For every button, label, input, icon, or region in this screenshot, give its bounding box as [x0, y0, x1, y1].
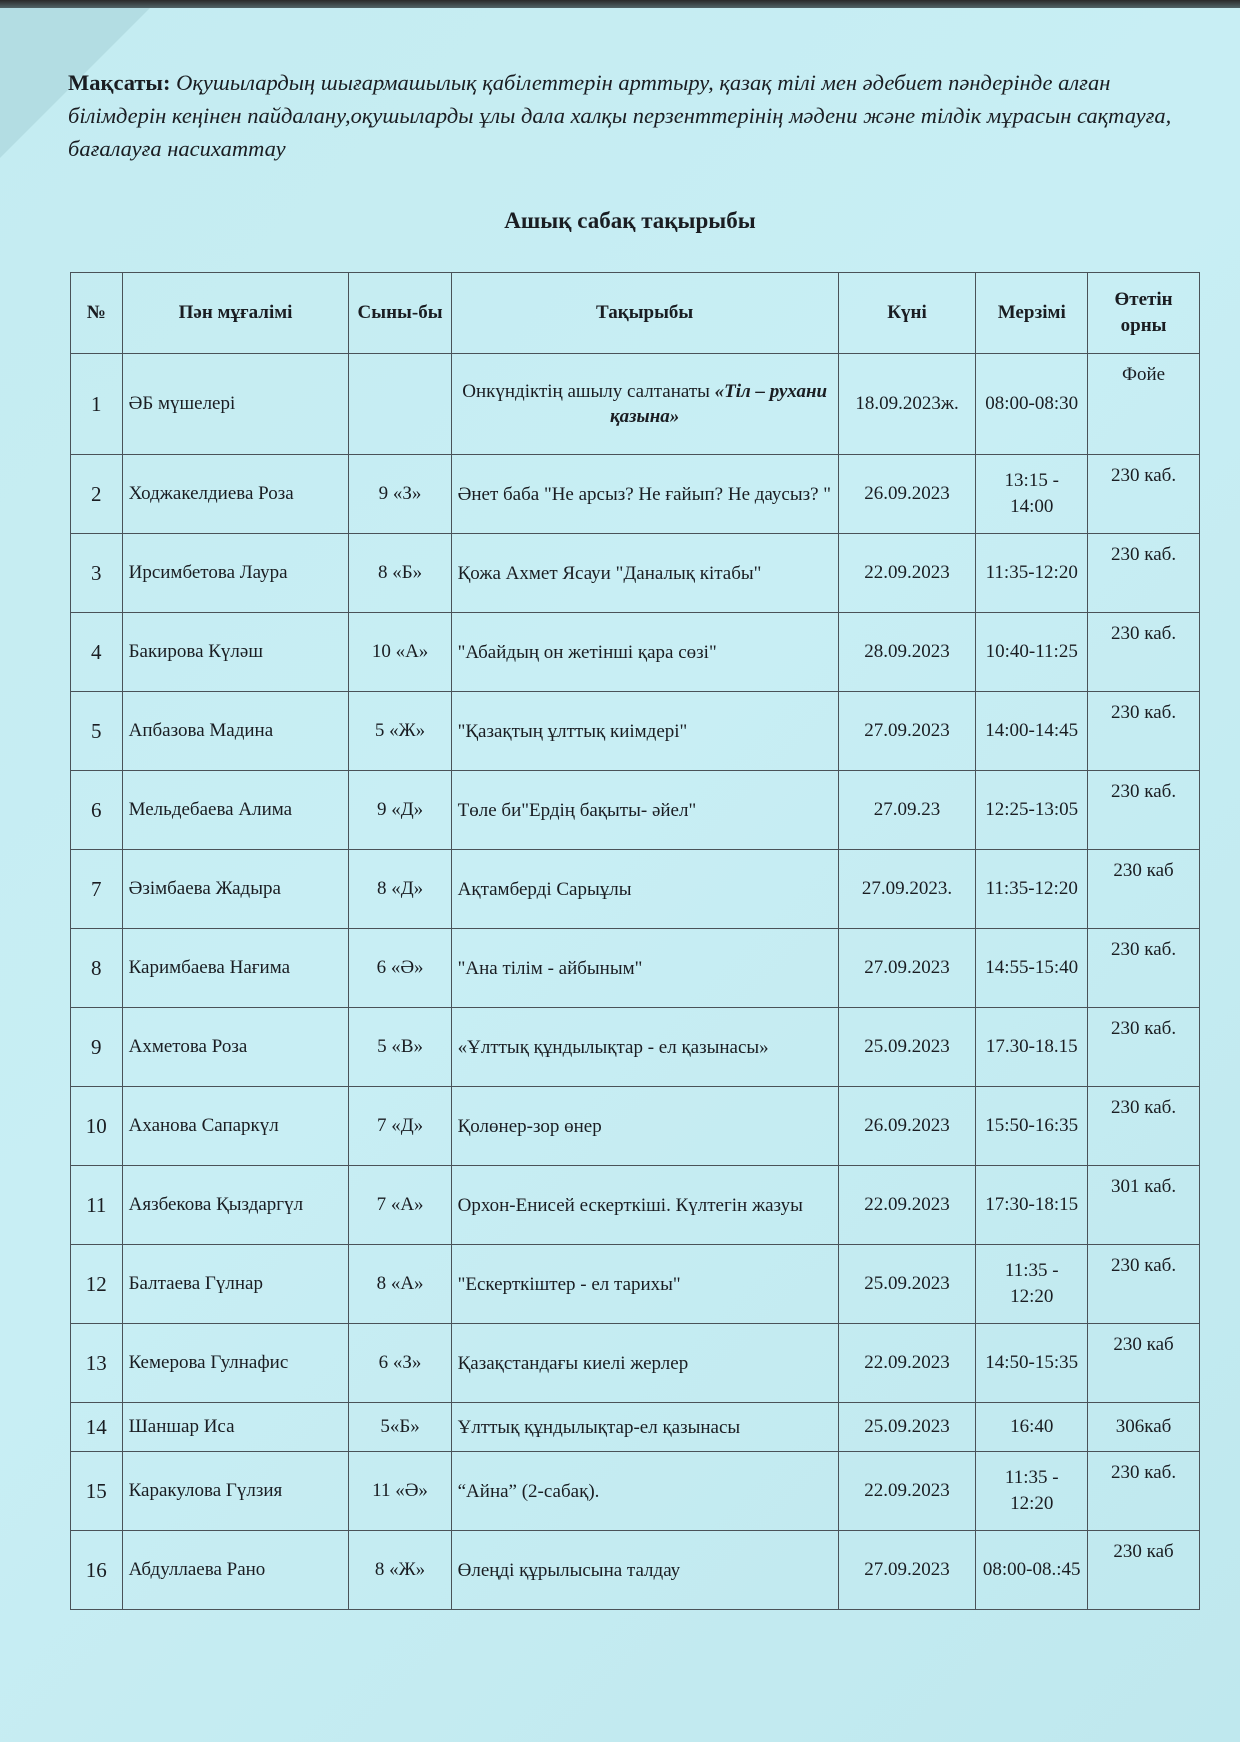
- cell-place: 230 каб: [1088, 850, 1200, 929]
- header-time: Мерзімі: [976, 273, 1088, 354]
- cell-teacher: Каримбаева Нағима: [122, 929, 349, 1008]
- cell-teacher: ӘБ мүшелері: [122, 354, 349, 455]
- cell-time: 08:00-08.:45: [976, 1531, 1088, 1610]
- cell-num: 3: [71, 534, 123, 613]
- cell-place: Фойе: [1088, 354, 1200, 455]
- cell-date: 22.09.2023: [838, 1324, 976, 1403]
- cell-class: 7 «А»: [349, 1166, 451, 1245]
- cell-date: 22.09.2023: [838, 1452, 976, 1531]
- header-class: Сыны-бы: [349, 273, 451, 354]
- cell-teacher: Балтаева Гүлнар: [122, 1245, 349, 1324]
- cell-teacher: Кемерова Гулнафис: [122, 1324, 349, 1403]
- topic-emphasis: «Тіл – рухани қазына»: [610, 381, 828, 427]
- cell-class: 10 «А»: [349, 613, 451, 692]
- cell-class: 6 «Ә»: [349, 929, 451, 1008]
- cell-class: 5 «Ж»: [349, 692, 451, 771]
- cell-teacher: Аязбекова Қыздаргүл: [122, 1166, 349, 1245]
- cell-topic: "Ескерткіштер - ел тарихы": [451, 1245, 838, 1324]
- table-row: [71, 1166, 1200, 1245]
- cell-date: 28.09.2023: [838, 613, 976, 692]
- cell-place: 230 каб.: [1088, 1245, 1200, 1324]
- cell-num: 10: [71, 1087, 123, 1166]
- header-date: Күні: [838, 273, 976, 354]
- cell-place: 230 каб.: [1088, 455, 1200, 534]
- cell-time: 11:35 - 12:20: [976, 1452, 1088, 1531]
- cell-time: 08:00-08:30: [976, 354, 1088, 455]
- cell-place: 230 каб: [1088, 1531, 1200, 1610]
- cell-num: 9: [71, 1008, 123, 1087]
- cell-time: 10:40-11:25: [976, 613, 1088, 692]
- header-place: Өтетін орны: [1088, 273, 1200, 354]
- cell-time: 16:40: [976, 1403, 1088, 1452]
- topic-text: Онкүндіктің ашылу салтанаты: [462, 381, 710, 402]
- purpose-paragraph: [68, 66, 1178, 165]
- cell-time: 14:50-15:35: [976, 1324, 1088, 1403]
- cell-teacher: Бакирова Күләш: [122, 613, 349, 692]
- cell-time: 12:25-13:05: [976, 771, 1088, 850]
- cell-teacher: Абдуллаева Рано: [122, 1531, 349, 1610]
- cell-time: 14:55-15:40: [976, 929, 1088, 1008]
- table-header-row: [71, 273, 1200, 354]
- cell-date: 25.09.2023: [838, 1403, 976, 1452]
- table-row: [71, 455, 1200, 534]
- cell-num: 2: [71, 455, 123, 534]
- cell-num: 12: [71, 1245, 123, 1324]
- cell-place: 301 каб.: [1088, 1166, 1200, 1245]
- cell-num: 15: [71, 1452, 123, 1531]
- cell-class: 7 «Д»: [349, 1087, 451, 1166]
- cell-class: 9 «Д»: [349, 771, 451, 850]
- cell-num: 1: [71, 354, 123, 455]
- cell-time: 11:35-12:20: [976, 534, 1088, 613]
- table-row: [71, 692, 1200, 771]
- cell-date: 25.09.2023: [838, 1008, 976, 1087]
- cell-num: 16: [71, 1531, 123, 1610]
- table-row: [71, 534, 1200, 613]
- cell-place: 230 каб.: [1088, 1452, 1200, 1531]
- cell-num: 14: [71, 1403, 123, 1452]
- header-topic: Тақырыбы: [451, 273, 838, 354]
- cell-place: 230 каб.: [1088, 692, 1200, 771]
- cell-topic: Қазақстандағы киелі жерлер: [451, 1324, 838, 1403]
- cell-date: 26.09.2023: [838, 455, 976, 534]
- cell-time: 13:15 - 14:00: [976, 455, 1088, 534]
- page-title: Ашық сабақ тақырыбы: [504, 208, 756, 233]
- cell-topic: Әнет баба "Не арсыз? Не ғайып? Не даусыз? ": [451, 455, 838, 534]
- purpose-text: Оқушылардың шығармашылық қабілеттерін арттыру, қазақ тілі мен әдебиет пәндерінде алған білімдерін кеңінен пайдалану,оқушыларды ұлы дала халқы перзенттерінің мәдени және тілдік мұрасын сақтауға, бағалауға насихаттау: [68, 70, 1172, 161]
- purpose-label: Мақсаты:: [68, 70, 171, 95]
- cell-date: 27.09.2023.: [838, 850, 976, 929]
- cell-time: 15:50-16:35: [976, 1087, 1088, 1166]
- cell-teacher: Каракулова Гүлзия: [122, 1452, 349, 1531]
- cell-place: 230 каб: [1088, 1324, 1200, 1403]
- table-row: [71, 1531, 1200, 1610]
- table-row: [71, 1008, 1200, 1087]
- cell-time: 11:35 - 12:20: [976, 1245, 1088, 1324]
- cell-num: 7: [71, 850, 123, 929]
- cell-num: 11: [71, 1166, 123, 1245]
- cell-class: 11 «Ә»: [349, 1452, 451, 1531]
- table-row: [71, 1245, 1200, 1324]
- cell-topic: [451, 354, 838, 455]
- cell-num: 6: [71, 771, 123, 850]
- cell-class: 8 «Ж»: [349, 1531, 451, 1610]
- cell-topic: “Айна” (2-сабақ).: [451, 1452, 838, 1531]
- cell-teacher: Ирсимбетова Лаура: [122, 534, 349, 613]
- header-teacher: Пән мұғалімі: [122, 273, 349, 354]
- cell-place: 230 каб.: [1088, 929, 1200, 1008]
- cell-topic: "Абайдың он жетінші қара сөзі": [451, 613, 838, 692]
- cell-class: 6 «З»: [349, 1324, 451, 1403]
- cell-date: 26.09.2023: [838, 1087, 976, 1166]
- cell-topic: "Ана тілім - айбыным": [451, 929, 838, 1008]
- cell-teacher: Аханова Сапаркүл: [122, 1087, 349, 1166]
- cell-class: [349, 354, 451, 455]
- cell-num: 8: [71, 929, 123, 1008]
- cell-topic: «Ұлттық құндылықтар - ел қазынасы»: [451, 1008, 838, 1087]
- cell-place: 230 каб.: [1088, 613, 1200, 692]
- cell-teacher: Ходжакелдиева Роза: [122, 455, 349, 534]
- cell-class: 8 «А»: [349, 1245, 451, 1324]
- cell-teacher: Шаншар Иса: [122, 1403, 349, 1452]
- cell-date: 27.09.2023: [838, 1531, 976, 1610]
- cell-place: 230 каб.: [1088, 771, 1200, 850]
- cell-date: 27.09.2023: [838, 692, 976, 771]
- table-row: [71, 1324, 1200, 1403]
- table-row: [71, 929, 1200, 1008]
- cell-topic: "Қазақтың ұлттық киімдері": [451, 692, 838, 771]
- table-row: [71, 1452, 1200, 1531]
- cell-class: 5 «В»: [349, 1008, 451, 1087]
- cell-num: 4: [71, 613, 123, 692]
- cell-class: 5«Б»: [349, 1403, 451, 1452]
- cell-topic: Ұлттық құндылықтар-ел қазынасы: [451, 1403, 838, 1452]
- schedule-table: [70, 272, 1200, 1610]
- cell-date: 22.09.2023: [838, 1166, 976, 1245]
- cell-date: 18.09.2023ж.: [838, 354, 976, 455]
- table-row: [71, 850, 1200, 929]
- cell-topic: Ақтамберді Сарыұлы: [451, 850, 838, 929]
- cell-class: 8 «Б»: [349, 534, 451, 613]
- cell-num: 13: [71, 1324, 123, 1403]
- cell-teacher: Әзімбаева Жадыра: [122, 850, 349, 929]
- cell-teacher: Апбазова Мадина: [122, 692, 349, 771]
- cell-class: 8 «Д»: [349, 850, 451, 929]
- cell-date: 25.09.2023: [838, 1245, 976, 1324]
- cell-time: 17.30-18.15: [976, 1008, 1088, 1087]
- cell-topic: Қолөнер-зор өнер: [451, 1087, 838, 1166]
- table-row: [71, 1087, 1200, 1166]
- cell-topic: Өлеңді құрылысына талдау: [451, 1531, 838, 1610]
- cell-place: 230 каб.: [1088, 1008, 1200, 1087]
- cell-date: 22.09.2023: [838, 534, 976, 613]
- table-row: [71, 613, 1200, 692]
- cell-teacher: Ахметова Роза: [122, 1008, 349, 1087]
- cell-place: 230 каб.: [1088, 1087, 1200, 1166]
- table-row: [71, 354, 1200, 455]
- table-row: [71, 1403, 1200, 1452]
- cell-date: 27.09.23: [838, 771, 976, 850]
- cell-teacher: Мельдебаева Алима: [122, 771, 349, 850]
- cell-time: 11:35-12:20: [976, 850, 1088, 929]
- cell-time: 14:00-14:45: [976, 692, 1088, 771]
- cell-date: 27.09.2023: [838, 929, 976, 1008]
- cell-class: 9 «З»: [349, 455, 451, 534]
- cell-topic: Төле би"Ердің бақыты- әйел": [451, 771, 838, 850]
- cell-place: 230 каб.: [1088, 534, 1200, 613]
- cell-time: 17:30-18:15: [976, 1166, 1088, 1245]
- cell-num: 5: [71, 692, 123, 771]
- cell-topic: Қожа Ахмет Ясауи "Даналық кітабы": [451, 534, 838, 613]
- table-row: [71, 771, 1200, 850]
- cell-topic: Орхон-Енисей ескерткіші. Күлтегін жазуы: [451, 1166, 838, 1245]
- cell-place: 306каб: [1088, 1403, 1200, 1452]
- header-num: №: [71, 273, 123, 354]
